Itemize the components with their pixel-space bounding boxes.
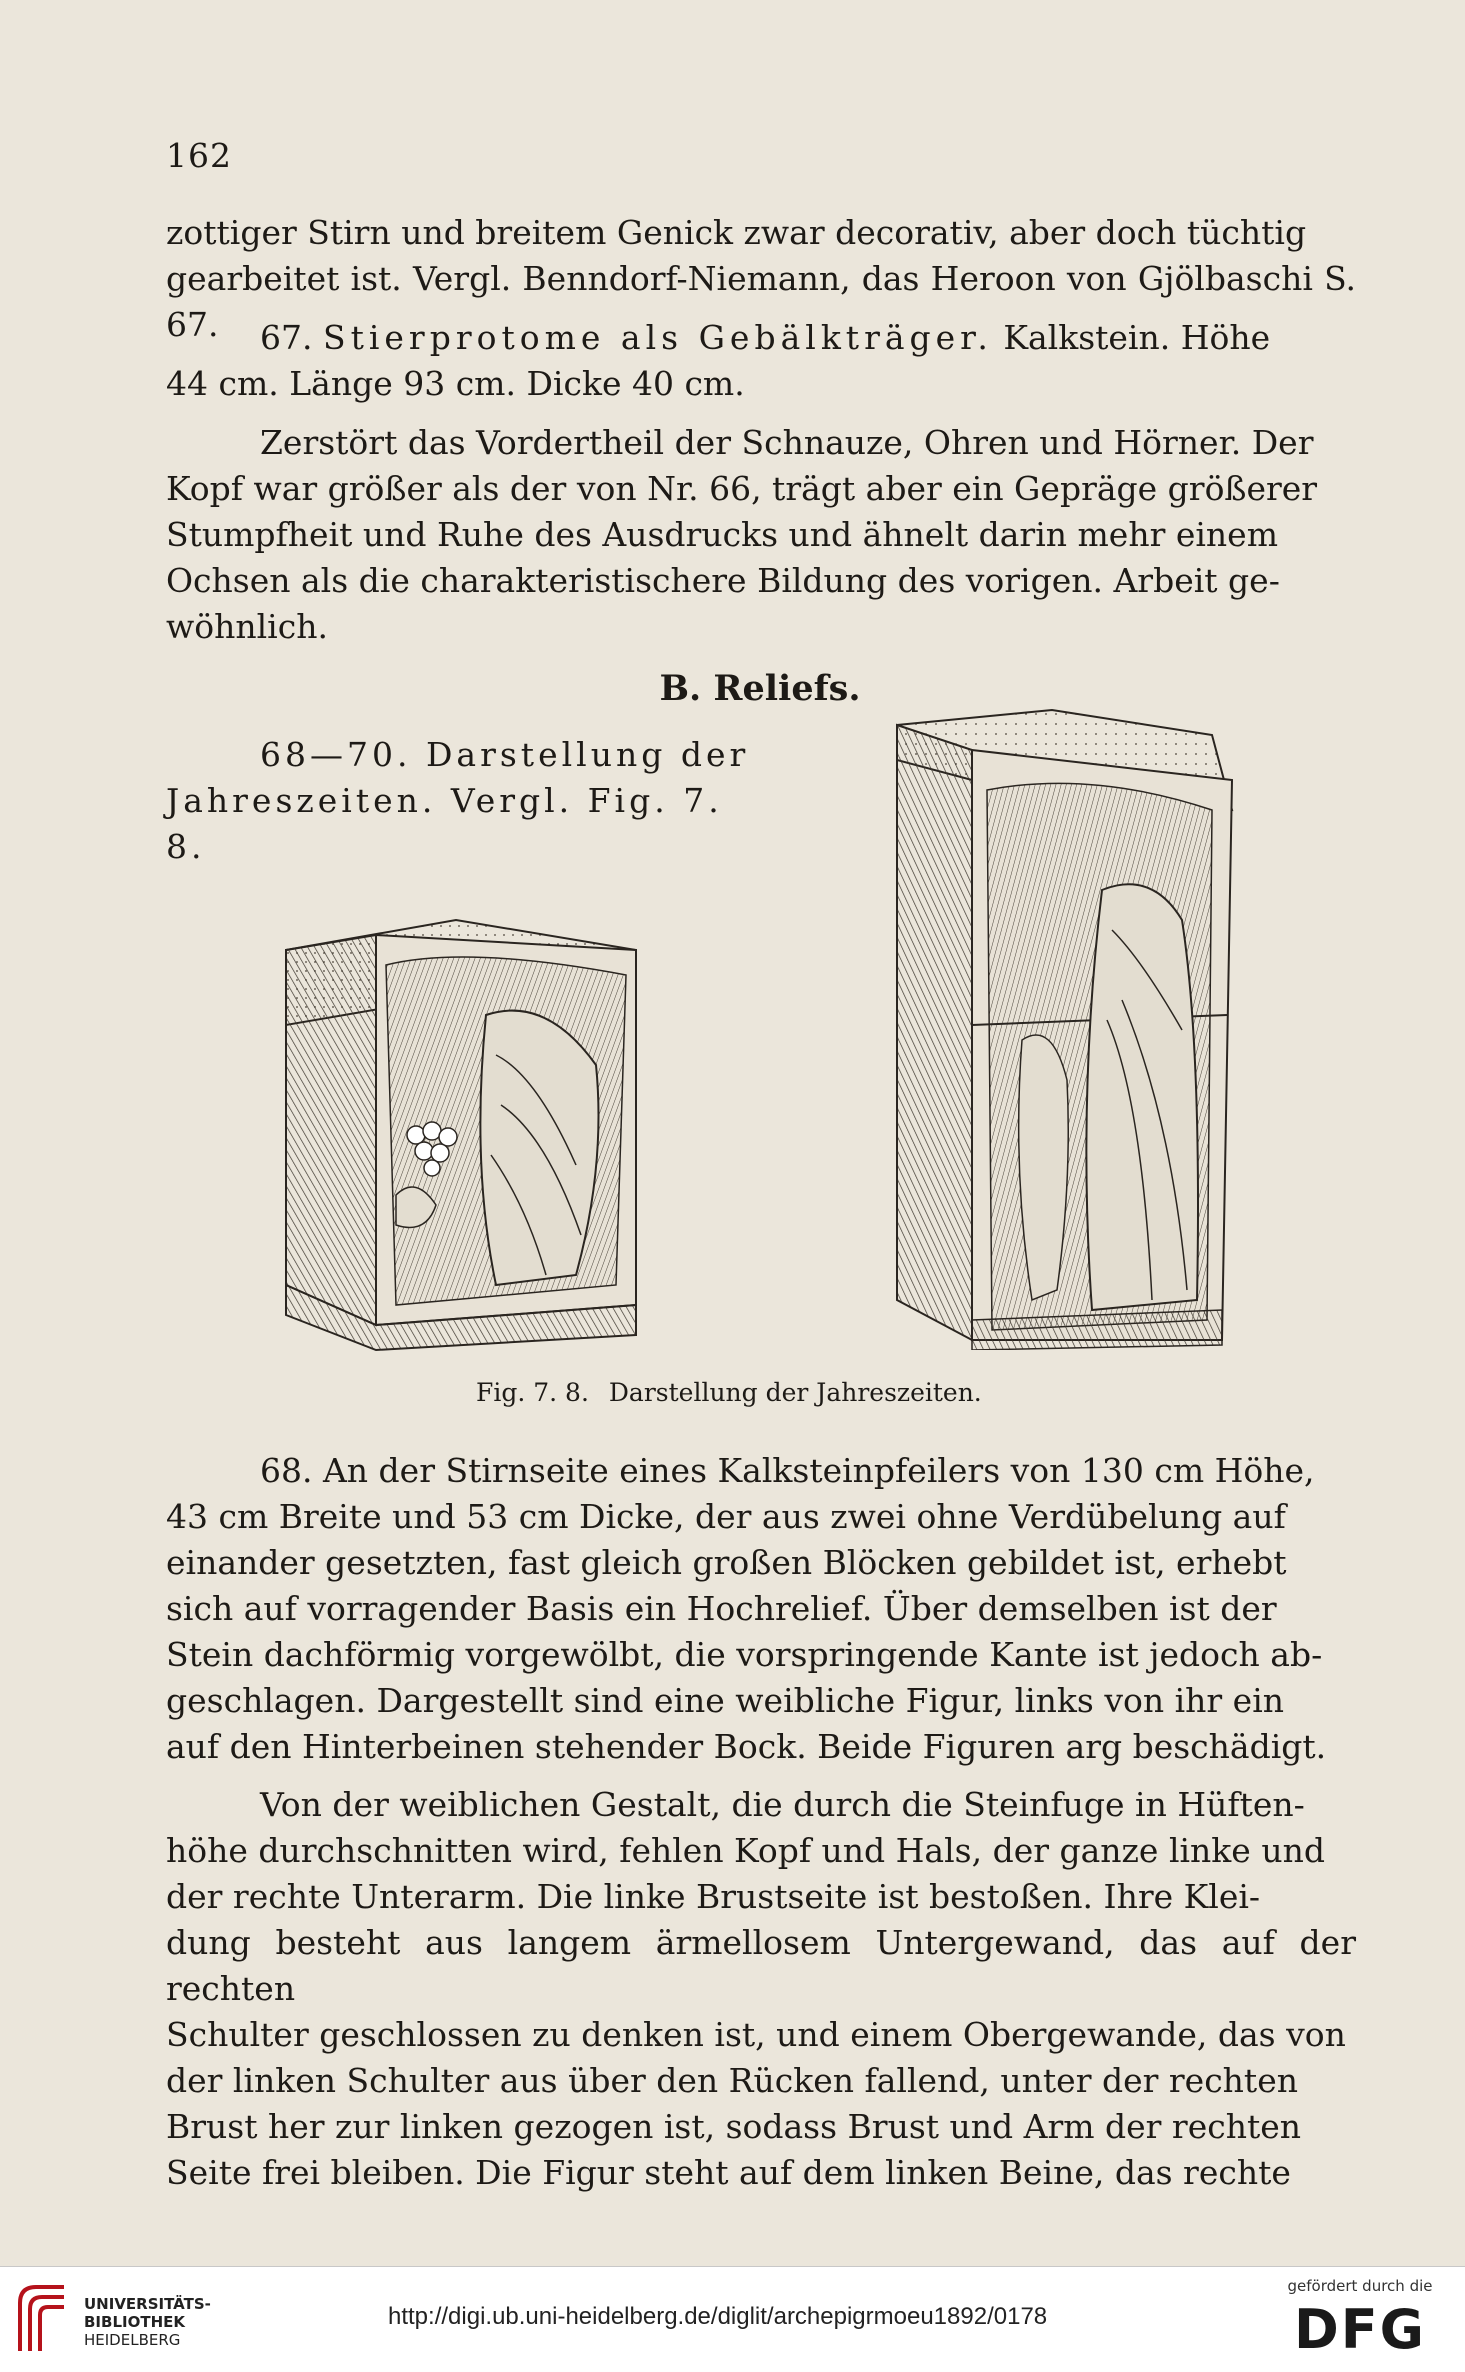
page-number: 162 (166, 136, 232, 175)
figure-caption (476, 1378, 1076, 1407)
text-line: sich auf vorragender Basis ein Hochrelief. Über demselben ist der (166, 1589, 1277, 1628)
permalink-url[interactable]: http://digi.ub.uni-heidelberg.de/diglit/archepigrmoeu1892/0178 (388, 2303, 1048, 2330)
entry-68-70-heading (166, 732, 766, 870)
entry-material: Kalkstein. Höhe (1003, 318, 1271, 357)
entry-title: Stierprotome als Gebälkträger. (322, 318, 993, 357)
text-line: der rechte Unterarm. Die linke Brustseite ist bestoßen. Ihre Klei- (166, 1877, 1261, 1916)
dfg-logo: DFG (1293, 2298, 1427, 2361)
footer-bar (0, 2266, 1465, 2372)
text-line: Stumpfheit und Ruhe des Ausdrucks und ähnelt darin mehr einem (166, 515, 1278, 554)
paragraph-68 (166, 1448, 1356, 1770)
text-line: Brust her zur linken gezogen ist, sodass Brust und Arm der rechten (166, 2107, 1302, 2146)
text-line: Ochsen als die charakteristischere Bildung des vorigen. Arbeit ge- (166, 561, 1280, 600)
text-line: der linken Schulter aus über den Rücken fallend, unter der rechten (166, 2061, 1298, 2100)
text-line: höhe durchschnitten wird, fehlen Kopf und Hals, der ganze linke und (166, 1831, 1325, 1870)
paragraph-69 (166, 1782, 1356, 2196)
text-line: auf den Hinterbeinen stehender Bock. Beide Figuren arg beschädigt. (166, 1727, 1327, 1766)
catalog-entry-67 (166, 315, 1356, 407)
text-line: Stein dachförmig vorgewölbt, die vorspringende Kante ist jedoch ab- (166, 1635, 1323, 1674)
text-line: Schulter geschlossen zu denken ist, und einem Obergewande, das von (166, 2015, 1346, 2054)
text-line: 44 cm. Länge 93 cm. Dicke 40 cm. (166, 364, 745, 403)
library-logo-icon (14, 2281, 72, 2357)
text-line: 68—70. Darstellung der (260, 735, 750, 774)
text-line: Kopf war größer als der von Nr. 66, trägt aber ein Gepräge größerer (166, 469, 1318, 508)
relief-illustration-right (892, 700, 1250, 1350)
text-line: einander gesetzten, fast gleich großen Blöcken gebildet ist, erhebt (166, 1543, 1287, 1582)
library-name-line: UNIVERSITÄTS- (84, 2295, 211, 2313)
section-heading: B. Reliefs. (659, 668, 861, 709)
text-line: 43 cm Breite und 53 cm Dicke, der aus zwei ohne Verdübelung auf (166, 1497, 1286, 1536)
library-name (84, 2295, 211, 2349)
text-line: 68. An der Stirnseite eines Kalksteinpfeilers von 130 cm Höhe, (260, 1451, 1315, 1490)
relief-illustration-left (276, 905, 656, 1355)
text-line: Zerstört das Vordertheil der Schnauze, Ohren und Hörner. Der (260, 423, 1314, 462)
entry-number: 67. (260, 318, 313, 357)
text-line (166, 315, 1356, 361)
figure-title: Darstellung der Jahreszeiten. (608, 1378, 982, 1407)
funding-notice (1275, 2277, 1445, 2361)
library-name-line: BIBLIOTHEK (84, 2313, 185, 2331)
text-line: Jahreszeiten. Vergl. Fig. 7. 8. (166, 781, 723, 866)
text-line: gearbeitet ist. Vergl. Benndorf-Niemann, das Heroon von Gjölbaschi S. 67. (166, 259, 1356, 344)
text-line: Seite frei bleiben. Die Figur steht auf dem linken Beine, das rechte (166, 2153, 1291, 2192)
text-line: Von der weiblichen Gestalt, die durch die Steinfuge in Hüften- (260, 1785, 1305, 1824)
funding-label: gefördert durch die (1287, 2277, 1433, 2295)
paragraph-67-description (166, 420, 1356, 650)
text-line: zottiger Stirn und breitem Genick zwar decorativ, aber doch tüchtig (166, 213, 1307, 252)
library-name-line: HEIDELBERG (84, 2331, 181, 2349)
text-line: wöhnlich. (166, 607, 328, 646)
figure-number: Fig. 7. 8. (476, 1378, 589, 1407)
text-line: dung besteht aus langem ärmellosem Untergewand, das auf der rechten (166, 1923, 1356, 2008)
text-line: geschlagen. Dargestellt sind eine weibliche Figur, links von ihr ein (166, 1681, 1285, 1720)
